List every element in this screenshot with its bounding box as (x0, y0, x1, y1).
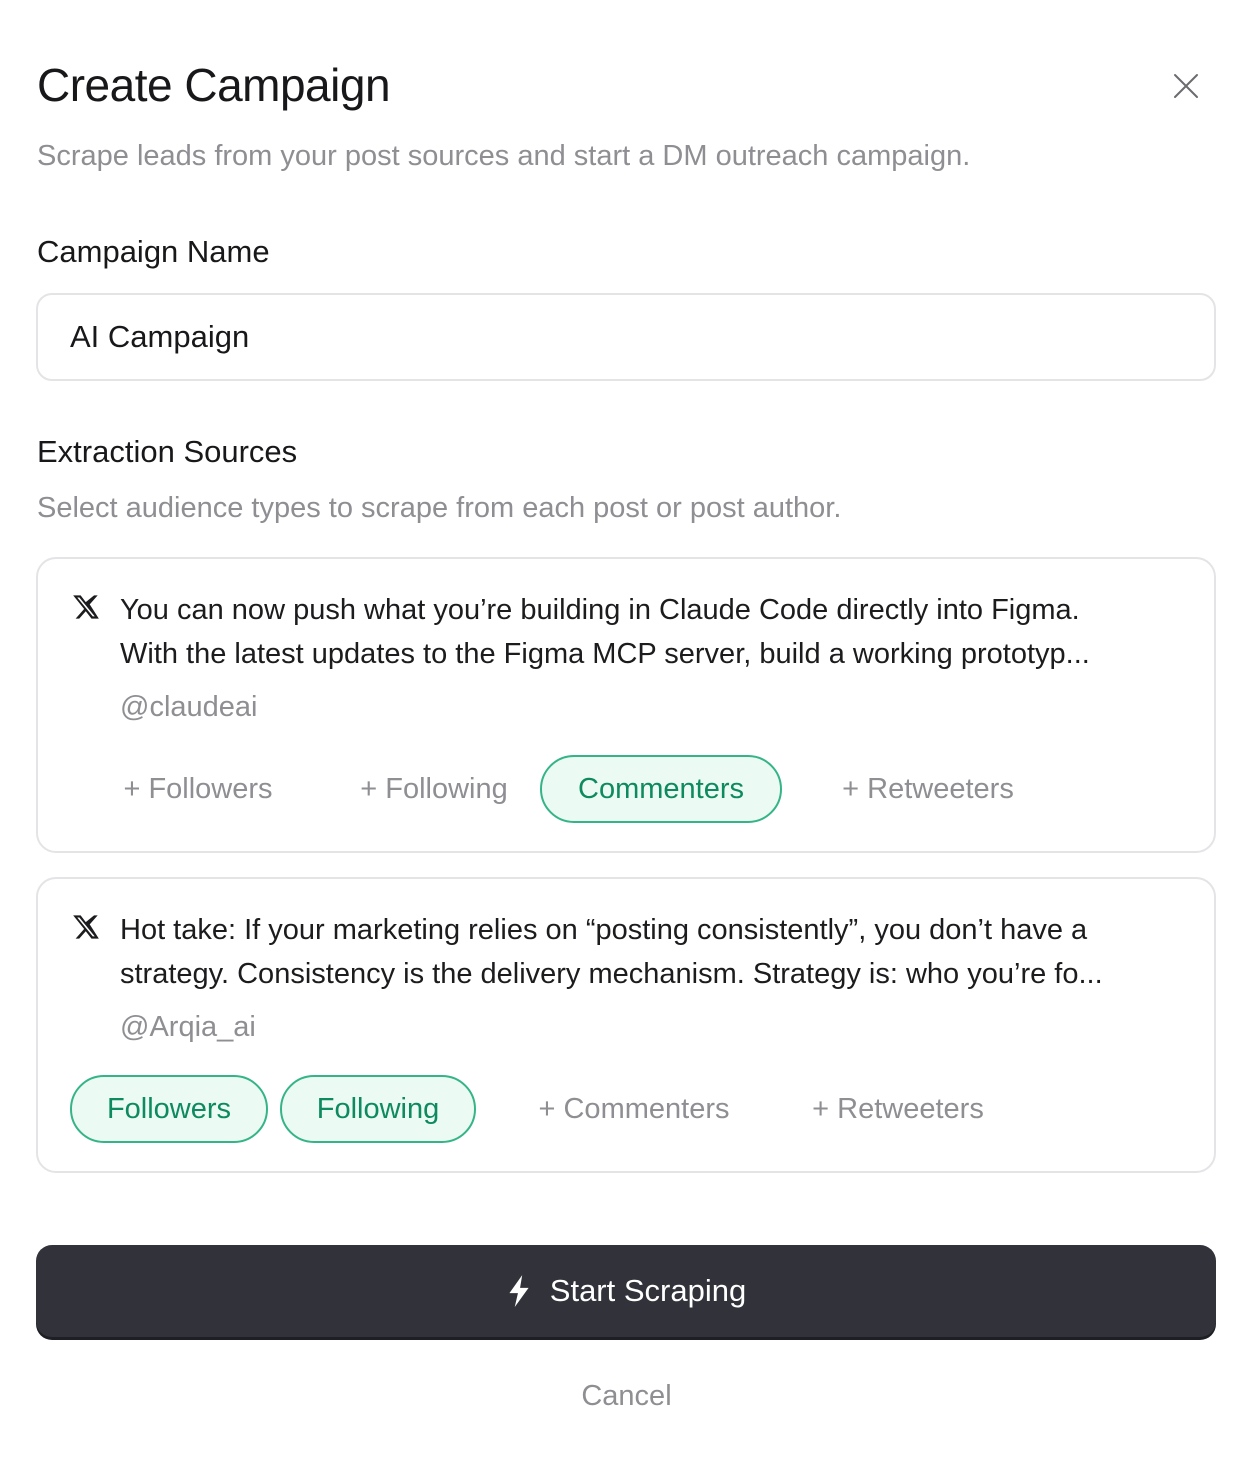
chip-retweeters[interactable]: + Retweeters (812, 1092, 984, 1125)
post-text (120, 908, 1190, 996)
x-logo-icon (72, 593, 100, 621)
chip-followers[interactable]: Followers (70, 1075, 268, 1143)
chip-retweeters[interactable]: + Retweeters (842, 772, 1014, 805)
start-scraping-label: Start Scraping (549, 1273, 747, 1308)
chip-following[interactable]: Following (280, 1075, 476, 1143)
cancel-button[interactable]: Cancel (581, 1380, 672, 1412)
post-text-line: Hot take: If your marketing relies on “posting consistently”, you don’t have a (120, 914, 1088, 946)
post-text-line: strategy. Consistency is the delivery mechanism. Strategy is: who you’re fo... (120, 958, 1103, 990)
post-author-handle: @claudeai (120, 691, 258, 723)
post-text-line: With the latest updates to the Figma MCP server, build a working prototyp... (120, 638, 1090, 670)
chip-followers[interactable]: + Followers (123, 772, 273, 805)
source-card (36, 877, 1216, 1173)
close-button[interactable] (1166, 66, 1206, 106)
close-icon (1173, 73, 1199, 99)
chip-commenters[interactable]: + Commenters (538, 1092, 730, 1125)
post-text (120, 588, 1190, 676)
chip-following[interactable]: + Following (360, 772, 508, 805)
extraction-sources-hint: Select audience types to scrape from each post or post author. (37, 492, 842, 524)
campaign-name-label: Campaign Name (37, 234, 270, 269)
start-scraping-button[interactable] (36, 1245, 1216, 1337)
post-text-line: You can now push what you’re building in Claude Code directly into Figma. (120, 594, 1080, 626)
campaign-name-input[interactable] (36, 293, 1216, 381)
modal-title: Create Campaign (37, 59, 391, 111)
modal-subtitle: Scrape leads from your post sources and start a DM outreach campaign. (37, 140, 971, 172)
source-card (36, 557, 1216, 853)
chip-commenters[interactable]: Commenters (540, 755, 782, 823)
x-logo-icon (72, 913, 100, 941)
lightning-bolt-icon (506, 1274, 532, 1308)
extraction-sources-label: Extraction Sources (37, 434, 298, 469)
post-author-handle: @Arqia_ai (120, 1011, 256, 1043)
